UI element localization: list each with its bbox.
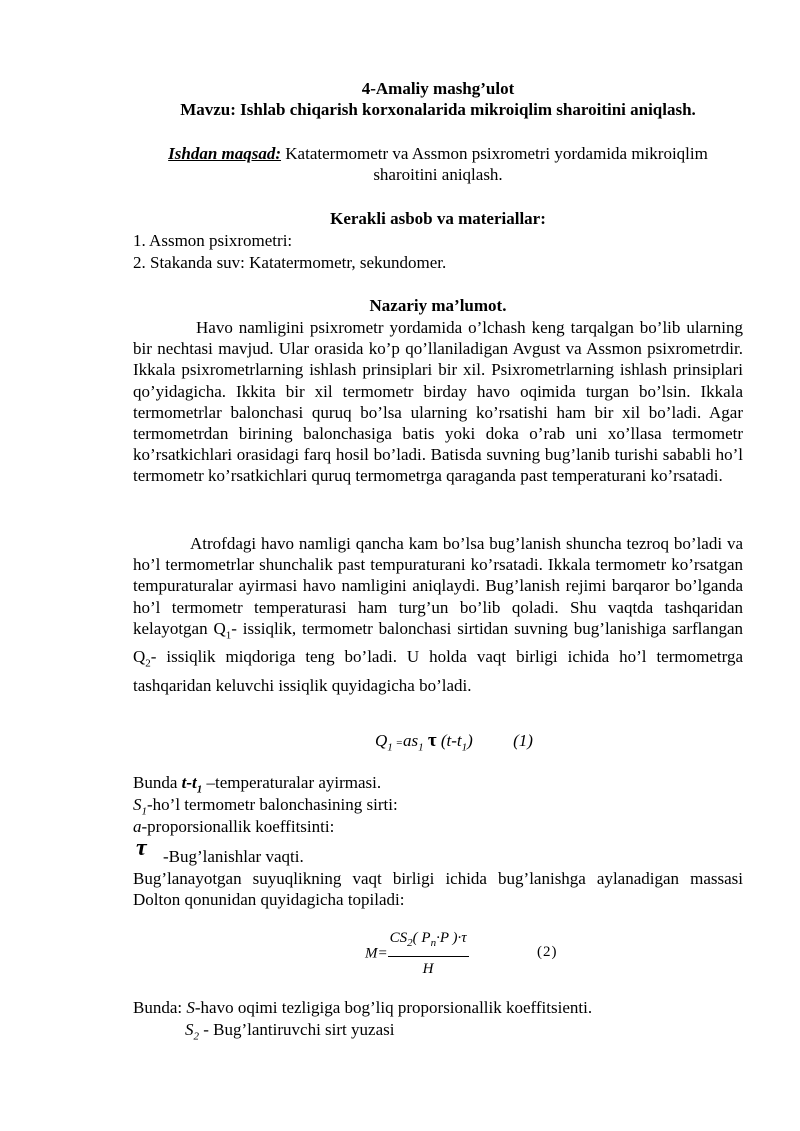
theory-paragraph-1: Havo namligini psixrometr yordamida o’lchash keng tarqalgan bo’lib ularning bir nechtasi mavjud. Ular orasida ko’p qo’llaniladigan Avgust va Assmon psixrometrdir. Ikkala psixrometrlarning ishlash prinsiplari bir xil. Psixrometrlarning ishlash prinsiplari qo’yidagicha. Ikkita bir xil termometr birday havo oqimida turgan bo’lsin. Ikkala termometrlar balonchasi quruq bo’lsa ularning ko’rsatishi ham bir xil bo’ladi. Agar termometrdan birining balonchasiga batis yoki doka o’rab uni xo’llasa termometr ko’rsatkichlari orasidagi farq hosil bo’ladi. Batisda suvning bug’lanib turishi sababli ho’l termometr ko’rsatkichlari quruq termometrga qaraganda past temperaturani ko’rsatadi.	[133, 318, 743, 486]
goal-line	[133, 143, 743, 164]
theory-heading: Nazariy ma’lumot.	[369, 296, 507, 315]
equipment-item: 1. Assmon psixrometri:	[133, 231, 293, 250]
equipment-heading: Kerakli asbob va materiallar:	[330, 209, 546, 228]
formula-number: (2)	[537, 944, 558, 960]
definition-tau: -Bug’lanishlar vaqti.	[163, 847, 304, 866]
definition-a: a-proporsionallik koeffitsinti:	[133, 817, 335, 836]
goal-label: Ishdan maqsad:	[168, 144, 282, 163]
goal-text-continued: sharoitini aniqlash.	[373, 165, 503, 184]
formula-number: (1)	[513, 731, 533, 750]
document-title: 4-Amaliy mashg’ulot	[361, 79, 515, 98]
definition-s2: $S_2$ - Bug’lantiruvchi sirt yuzasi	[185, 1020, 395, 1043]
theory-paragraph-3: Bug’lanayotgan suyuqlikning vaqt birligi ichida bug’lanishga aylanadigan massasi Dolton qonunidan quyidagicha topiladi:	[133, 869, 743, 910]
equipment-item: 2. Stakanda suv: Katatermometr, sekundomer.	[133, 253, 447, 272]
theory-paragraph-2: Atrofdagi havo namligi qancha kam bo’lsa bug’lanish shuncha tezroq bo’ladi va ho’l termometrlar shunchalik past tempuraturani ko’rsatadi. Ikkala termometr ko’rsatgan tempuraturalar ayirmasi havo namligini aniqlaydi. Bug’lanish rejimi barqaror bo’lganda ho’l termometr temperaturasi ham turg’un bo’lib qoladi. Shu vaqtda tashqaridan kelayotgan $Q_1-$ issiqlik, termometr balonchasi sirtidan suvning bug’lanishiga sarflangan $Q_2-$ issiqlik miqdoriga teng bo’ladi. U holda vaqt birligi ichida ho’l termometrga tashqaridan keluvchi issiqlik quyidagicha bo’ladi.	[133, 534, 743, 695]
goal-text: Katatermometr va Assmon psixrometri yordamida mikroiqlim	[281, 144, 708, 163]
formula-1: $Q_1 =as_1$ τ $(t-t_1)$ (1)	[375, 730, 533, 754]
tau-symbol: τ	[136, 835, 147, 861]
definition-t: Bunda $t-t_1$ –temperaturalar ayirmasi.	[133, 773, 382, 796]
tau-symbol: τ	[427, 730, 437, 751]
definition-s1: $S_1-ho’l$ termometr balonchasining sirti:	[133, 795, 398, 818]
document-topic: Mavzu: Ishlab chiqarish korxonalarida mikroiqlim sharoitini aniqlash.	[180, 100, 696, 119]
definition-s: Bunda: S-havo oqimi tezligiga bog’liq proporsionallik koeffitsienti.	[133, 998, 593, 1017]
formula-2: M= $\frac{CS_2( P_n\cdot P )\cdot\tau}{H}$	[365, 930, 467, 977]
